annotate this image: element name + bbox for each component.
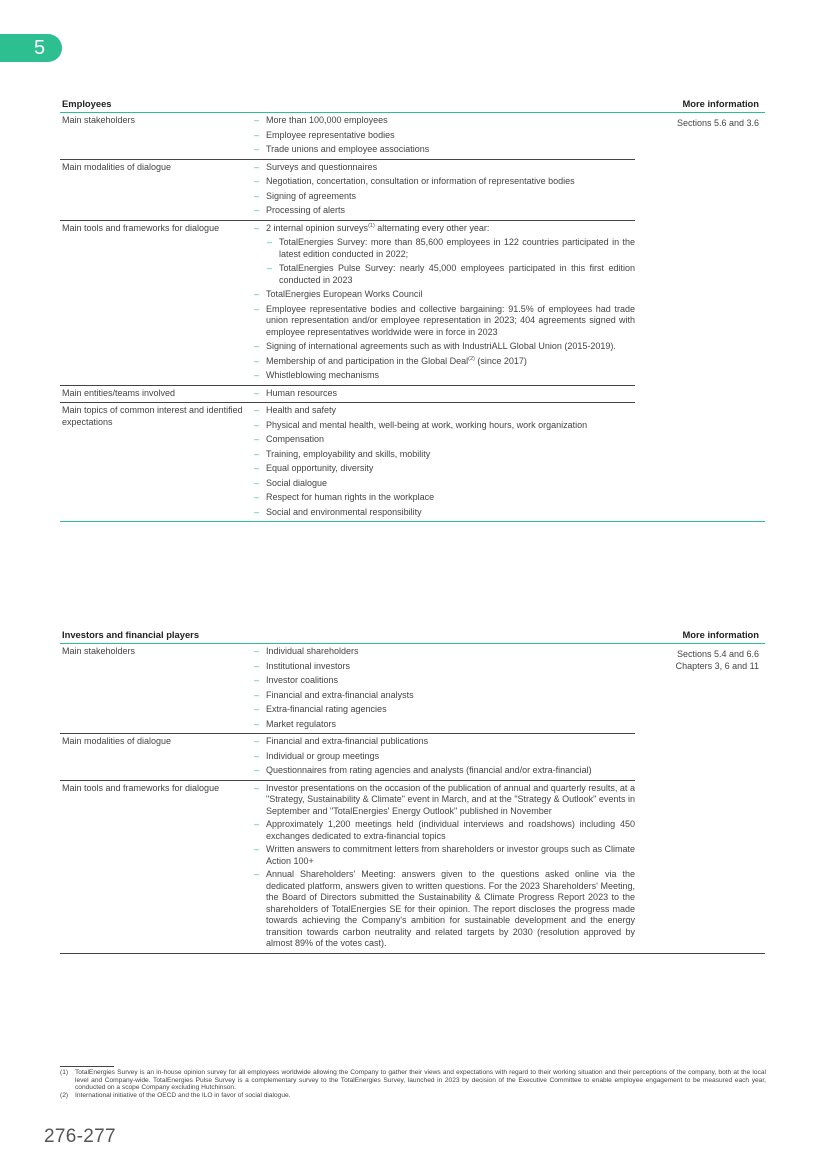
investors-table-title: Investors and financial players	[62, 629, 200, 640]
footnote-ref: (1)	[368, 222, 375, 229]
employees-table	[60, 97, 765, 522]
list-item: – Institutional investors	[252, 661, 635, 673]
list-item: – Investor presentations on the occasion of the publication of annual and quarterly results, at a "Strategy, Sustainability & Climate" event in March, and at the "Strategy & Outlook" events in September and "TotalEnergies' Energy Outlook" published in November	[252, 783, 635, 818]
list-item: – Signing of international agreements such as with IndustriALL Global Union (2015-2019).	[252, 341, 635, 353]
list-item: – Training, employability and skills, mobility	[252, 449, 635, 461]
table-row	[60, 221, 635, 386]
footnote	[60, 1069, 766, 1092]
list-item: – Employee representative bodies and collective bargaining: 91.5% of employees had trade union representation and/or employee representation in 2023; 404 agreements signed with employee representatives worldwide were in force in 2023	[252, 304, 635, 339]
list-item: – Negotiation, concertation, consultation or information of representative bodies	[252, 176, 635, 188]
list-item: – Market regulators	[252, 719, 635, 731]
table-row	[60, 734, 635, 781]
list-item: – Human resources	[252, 388, 635, 400]
list-item: – Whistleblowing mechanisms	[252, 370, 635, 382]
row-label: Main tools and frameworks for dialogue	[62, 782, 220, 793]
item-text: 2 internal opinion surveys	[266, 222, 369, 233]
list-item: – Surveys and questionnaires	[252, 162, 635, 174]
list-item: – Physical and mental health, well-being at work, working hours, work organization	[252, 420, 635, 432]
footnote-text: TotalEnergies Survey is an in-house opinion survey for all employees worldwide allowing the Company to gather their views and expectations with regard to their working situation and their perceptions of the company, both at the local level and Company-wide. TotalEnergies Pulse Survey is a complementary survey to the TotalEnergies Survey, launched in 2023 by decision of the Executive Committee to enable employee engagement to be measured each year, conducted on a scope Company excluding Hutchinson.	[75, 1069, 766, 1092]
list-item: – Respect for human rights in the workplace	[252, 492, 635, 504]
list-item: – Trade unions and employee associations	[252, 144, 635, 156]
footnote-marker: (1)	[60, 1069, 69, 1076]
list-item: – Processing of alerts	[252, 205, 635, 217]
investors-table-header	[60, 628, 765, 644]
table-row	[60, 160, 635, 221]
list-item: – Investor coalitions	[252, 675, 635, 687]
table-end-rule	[60, 953, 765, 954]
footnote-text: International initiative of the OECD and the ILO in favor of social dialogue.	[75, 1091, 291, 1099]
table-row	[60, 403, 765, 521]
list-item	[252, 356, 635, 368]
list-item: – Financial and extra-financial publications	[252, 736, 635, 748]
list-item: – Social dialogue	[252, 478, 635, 490]
list-item: – Social and environmental responsibility	[252, 507, 635, 519]
list-item: – Approximately 1,200 meetings held (individual interviews and roadshows) including 450 exchanges dedicated to extra-financial topics	[252, 819, 635, 842]
list-item: – Annual Shareholders' Meeting: answers given to the questions asked online via the dedicated platform, answers given to written questions. For the 2023 Shareholders' Meeting, the Board of Directors submitted the Sustainability & Climate Progress Report 2023 to the shareholders of TotalEnergies SE for their opinion. The report discloses the progress made towards achieving the Company's ambition for sustainable development and the energy transition towards carbon neutrality and related targets by 2030 (resolution approved by almost 89% of the votes cast).	[252, 869, 635, 950]
row-label: Main topics of common interest and identified expectations	[62, 405, 243, 427]
more-information-refs	[677, 118, 759, 130]
item-text: Membership of and participation in the Global Deal	[266, 355, 469, 366]
table-row	[60, 644, 635, 734]
list-item	[252, 223, 635, 235]
list-item: – Compensation	[252, 434, 635, 446]
list-item: – Financial and extra-financial analysts	[252, 690, 635, 702]
list-item: – Signing of agreements	[252, 191, 635, 203]
chapter-tab: 5	[0, 34, 62, 62]
row-label: Main stakeholders	[62, 646, 136, 656]
footnote	[60, 1092, 766, 1100]
more-information-ref: Sections 5.4 and 6.6	[676, 649, 759, 659]
employees-table-header	[60, 97, 765, 113]
list-item: – More than 100,000 employees	[252, 115, 635, 127]
list-item: – Employee representative bodies	[252, 130, 635, 142]
table-end-rule	[60, 521, 765, 522]
sub-list-item: – TotalEnergies Pulse Survey: nearly 45,000 employees participated in this first edition conducted in 2023	[252, 263, 635, 286]
investors-table	[60, 628, 765, 954]
list-item: – Extra-financial rating agencies	[252, 704, 635, 716]
row-label: Main stakeholders	[62, 115, 136, 125]
row-label: Main modalities of dialogue	[62, 736, 172, 746]
more-information-heading: More information	[682, 98, 759, 109]
more-information-ref: Chapters 3, 6 and 11	[675, 660, 759, 671]
sub-list-item: – TotalEnergies Survey: more than 85,600 employees in 122 countries participated in the latest edition conducted in 2022;	[252, 237, 635, 260]
more-information-refs	[676, 649, 759, 672]
employees-table-title: Employees	[62, 98, 112, 109]
list-item: – Written answers to commitment letters from shareholders or investor groups such as Climate Action 100+	[252, 844, 635, 867]
list-item: – TotalEnergies European Works Council	[252, 289, 635, 301]
page-numbers: 276-277	[44, 1126, 116, 1147]
row-label: Main tools and frameworks for dialogue	[62, 222, 220, 233]
list-item: – Health and safety	[252, 405, 635, 417]
item-text: alternating every other year:	[374, 222, 490, 233]
list-item: – Individual shareholders	[252, 646, 635, 658]
row-label: Main modalities of dialogue	[62, 161, 172, 172]
table-row	[60, 781, 765, 953]
list-item: – Equal opportunity, diversity	[252, 463, 635, 475]
list-item: – Questionnaires from rating agencies and analysts (financial and/or extra-financial)	[252, 765, 635, 777]
table-row	[60, 386, 635, 404]
row-label: Main entities/teams involved	[62, 387, 176, 398]
footnote-ref: (2)	[468, 355, 475, 362]
more-information-heading: More information	[682, 629, 759, 640]
list-item: – Individual or group meetings	[252, 751, 635, 763]
more-information-ref: Sections 5.6 and 3.6	[676, 118, 759, 128]
table-row	[60, 113, 635, 160]
footnote-marker: (2)	[60, 1091, 69, 1099]
item-text: (since 2017)	[474, 355, 527, 366]
footnote-rule	[60, 1066, 114, 1067]
footnotes	[60, 1069, 766, 1099]
